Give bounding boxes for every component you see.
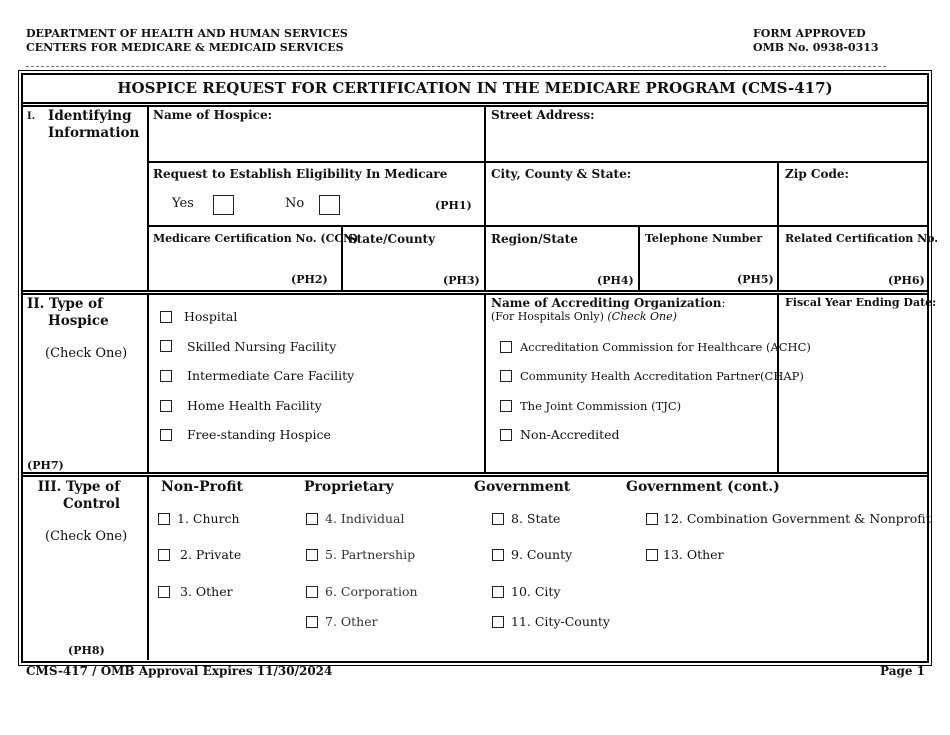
ph6-code: (PH6): [888, 274, 925, 287]
telephone-label: Telephone Number: [645, 232, 763, 245]
omb-number: OMB No. 0938-0313: [753, 41, 879, 54]
chap-checkbox[interactable]: [500, 370, 512, 382]
control-option-label: 7. Other: [325, 614, 378, 629]
county-checkbox[interactable]: [492, 549, 504, 561]
city-county-state-field[interactable]: [488, 183, 773, 221]
zip-code-field[interactable]: [781, 183, 925, 221]
control-option-label: 8. State: [511, 511, 561, 526]
ph2-code: (PH2): [291, 273, 328, 286]
control-option-label: 5. Partnership: [325, 547, 416, 562]
private-checkbox[interactable]: [158, 549, 170, 561]
check-one-note: (Check One): [45, 529, 128, 544]
divider: [147, 476, 149, 660]
accred-option-label: Non-Accredited: [520, 427, 620, 442]
no-label: No: [285, 196, 305, 211]
corporation-checkbox[interactable]: [306, 586, 318, 598]
control-option-label: 13. Other: [663, 547, 724, 562]
section-number: I.: [27, 111, 36, 122]
street-address-field[interactable]: [488, 124, 924, 158]
option-label: Skilled Nursing Facility: [187, 339, 337, 354]
divider: [21, 293, 929, 295]
divider: [21, 105, 929, 107]
control-option-label: 12. Combination Government & Nonprofit: [663, 511, 931, 526]
section-title: Identifying Information: [48, 108, 140, 141]
divider: [21, 102, 929, 104]
option-label: Home Health Facility: [187, 398, 322, 413]
fiscal-year-label: Fiscal Year Ending Date:: [785, 296, 937, 309]
government-other-checkbox[interactable]: [646, 549, 658, 561]
combination-government-checkbox[interactable]: [646, 513, 658, 525]
ph1-code: (PH1): [435, 199, 472, 212]
divider: [638, 225, 640, 290]
accred-option-label: Accreditation Commission for Healthcare (ACHC): [520, 340, 811, 354]
accrediting-note: (For Hospitals Only) (Check One): [491, 310, 677, 323]
partnership-checkbox[interactable]: [306, 549, 318, 561]
form-title: HOSPICE REQUEST FOR CERTIFICATION IN THE MEDICARE PROGRAM (CMS-417): [117, 79, 833, 97]
divider: [147, 161, 929, 163]
intermediate-care-checkbox[interactable]: [160, 370, 172, 382]
divider: [21, 290, 929, 292]
region-state-label: Region/State: [491, 232, 578, 246]
control-option-label: 6. Corporation: [325, 584, 418, 599]
government-heading: Government: [474, 479, 571, 495]
divider: [147, 106, 149, 290]
street-address-label: Street Address:: [491, 108, 595, 122]
home-health-checkbox[interactable]: [160, 400, 172, 412]
ph7-code: (PH7): [27, 459, 64, 472]
city-county-state-label: City, County & State:: [491, 167, 632, 181]
accrediting-org-label: Name of Accrediting Organization:: [491, 296, 726, 310]
nonprofit-other-checkbox[interactable]: [158, 586, 170, 598]
accred-option-label: Community Health Accreditation Partner(CHAP): [520, 369, 804, 383]
accred-option-label: The Joint Commission (TJC): [520, 399, 682, 413]
department-name: DEPARTMENT OF HEALTH AND HUMAN SERVICES: [26, 27, 348, 40]
hospital-checkbox[interactable]: [160, 311, 172, 323]
section-title: III. Type of Control: [37, 479, 120, 512]
achc-checkbox[interactable]: [500, 341, 512, 353]
state-county-label: State/County: [348, 232, 436, 246]
related-certification-label: Related Certification No.: [785, 232, 939, 245]
tjc-checkbox[interactable]: [500, 400, 512, 412]
skilled-nursing-checkbox[interactable]: [160, 340, 172, 352]
control-option-label: 2. Private: [180, 547, 242, 562]
church-checkbox[interactable]: [158, 513, 170, 525]
ph3-code: (PH3): [443, 274, 480, 287]
divider: [21, 472, 929, 474]
divider: [484, 106, 486, 290]
ph5-code: (PH5): [737, 273, 774, 286]
ph8-code: (PH8): [68, 644, 105, 657]
ccn-label: Medicare Certification No. (CCN): [153, 232, 359, 245]
centers-name: CENTERS FOR MEDICARE & MEDICAID SERVICES: [26, 41, 344, 54]
proprietary-other-checkbox[interactable]: [306, 616, 318, 628]
city-checkbox[interactable]: [492, 586, 504, 598]
option-label: Hospital: [184, 309, 238, 324]
section-title: II. Type of Hospice: [27, 296, 109, 329]
nonprofit-heading: Non-Profit: [161, 479, 244, 495]
divider: [147, 225, 929, 227]
control-option-label: 9. County: [511, 547, 573, 562]
check-one-note: (Check One): [45, 346, 128, 361]
yes-label: Yes: [172, 196, 194, 211]
control-option-label: 4. Individual: [325, 511, 405, 526]
non-accredited-checkbox[interactable]: [500, 429, 512, 441]
free-standing-hospice-checkbox[interactable]: [160, 429, 172, 441]
state-checkbox[interactable]: [492, 513, 504, 525]
header-rule: [26, 66, 886, 67]
page-number: Page 1: [880, 664, 926, 678]
eligibility-label: Request to Establish Eligibility In Medicare: [153, 167, 448, 181]
proprietary-heading: Proprietary: [304, 479, 394, 495]
control-option-label: 10. City: [511, 584, 561, 599]
hospice-name-label: Name of Hospice:: [153, 108, 273, 122]
footer-expiry: CMS-417 / OMB Approval Expires 11/30/2024: [26, 664, 333, 678]
control-option-label: 3. Other: [180, 584, 233, 599]
ph4-code: (PH4): [597, 274, 634, 287]
divider: [147, 294, 149, 472]
option-label: Intermediate Care Facility: [187, 368, 355, 383]
control-option-label: 1. Church: [177, 511, 240, 526]
option-label: Free-standing Hospice: [187, 427, 331, 442]
fiscal-year-field[interactable]: [781, 312, 925, 468]
city-county-checkbox[interactable]: [492, 616, 504, 628]
government-cont-heading: Government (cont.): [626, 479, 780, 495]
no-checkbox[interactable]: [319, 195, 340, 215]
zip-code-label: Zip Code:: [785, 167, 849, 181]
individual-checkbox[interactable]: [306, 513, 318, 525]
form-approved: FORM APPROVED: [753, 27, 866, 40]
hospice-name-field[interactable]: [150, 124, 480, 158]
divider: [21, 475, 929, 477]
yes-checkbox[interactable]: [213, 195, 234, 215]
divider: [484, 294, 486, 472]
control-option-label: 11. City-County: [511, 614, 610, 629]
